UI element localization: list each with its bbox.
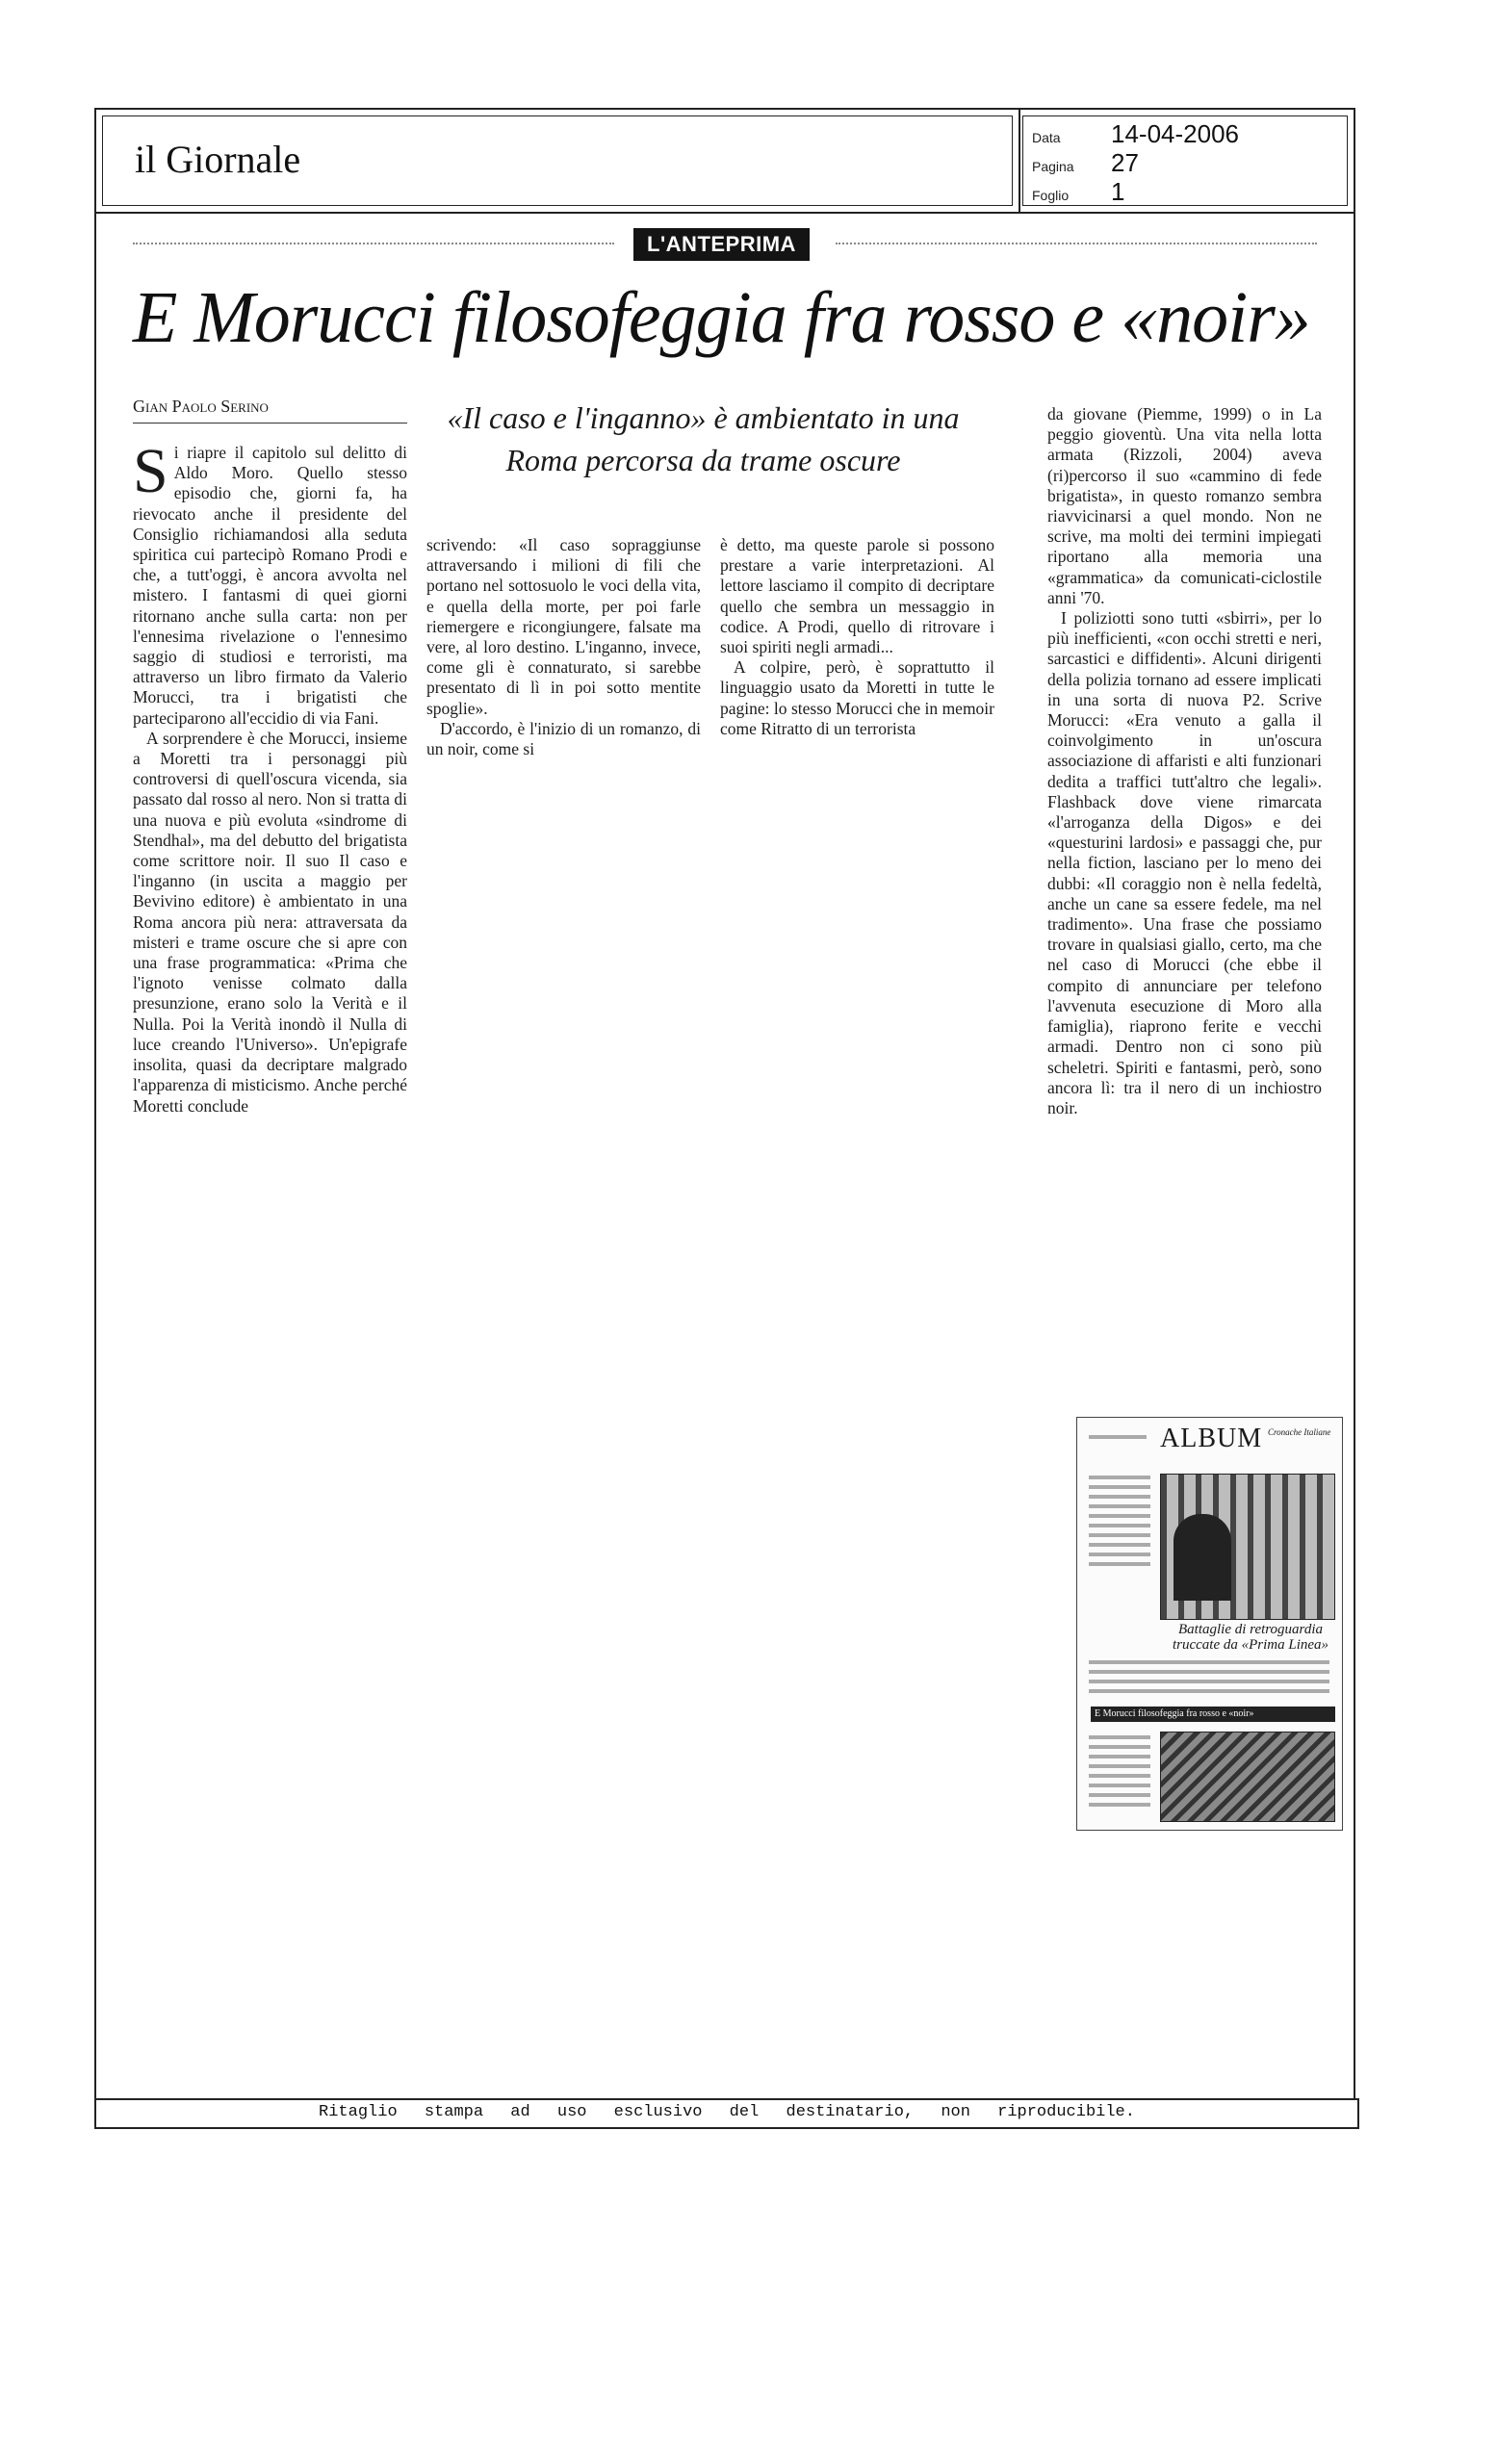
drop-cap: S [133,436,168,506]
thumbnail-band: E Morucci filosofeggia fra rosso e «noir» [1091,1707,1335,1722]
thumbnail-photo-2 [1160,1732,1335,1822]
paragraph: scrivendo: «Il caso sopraggiunse attraversando i milioni di fili che portano nel sottosuolo le voci della vita, e quella della morte, per poi farle riemergere e ricongiungere, falsate ma vere, al loro destino. L'inganno, invece, come gli è connaturato, si sarebbe presentato di lì in poi sotto mentite spoglie». [426,535,701,718]
paragraph: Si riapre il capitolo sul delitto di Aldo Moro. Quello stesso episodio che, giorni fa, ha rievocato anche il presidente del Consiglio richiamandosi alla seduta spiritica cui partecipò Romano Prodi e che, a tutt'oggi, è ancora avvolta nel mistero. I fantasmi di quei giorni ritornano anche sulla carta: non per l'ennesima rivelazione o l'ennesimo saggio di studiosi e terroristi, ma attraverso un libro firmato da Valerio Morucci, tra i brigatisti che parteciparono all'eccidio di via Fani. [133,436,407,728]
article-column-1 [133,436,407,1116]
page-thumbnail [1076,1417,1343,1831]
thumbnail-caption: Battaglie di retroguardia truccate da «Prima Linea» [1172,1622,1329,1653]
dotted-rule-left [133,243,614,244]
article-column-2 [426,535,701,759]
section-kicker: L'ANTEPRIMA [633,228,810,261]
paragraph: D'accordo, è l'inizio di un romanzo, di un noir, come si [426,718,701,759]
article-subheadline: «Il caso e l'inganno» è ambientato in una Roma percorsa da trame oscure [447,400,960,477]
thumbnail-figure [1174,1514,1231,1601]
thumbnail-title: ALBUM [1160,1424,1263,1453]
meta-date: Data 14-04-2006 [1032,119,1239,148]
clipping-header [94,108,1355,216]
dotted-rule-right [836,243,1317,244]
paragraph: da giovane (Piemme, 1999) o in La peggio gioventù. Una vita nella lotta armata (Rizzoli, 2004) aveva (ri)percorso il suo «cammino di fede brigatista», in questo romanzo sembra riavvicinarsi a quel mondo. Non ne scrive, ma molti dei termini impiegati riportano alla memoria una «grammatica» da comunicati-ciclostile anni '70. [1047,404,1322,607]
article-column-4 [1047,404,1322,1118]
thumbnail-subtitle: Cronache Italiane [1268,1427,1331,1437]
paragraph: A colpire, però, è soprattutto il linguaggio usato da Moretti in tutte le pagine: lo stesso Morucci che in memoir come Ritratto di un terrorista [720,657,994,738]
article-headline: E Morucci filosofeggia fra rosso e «noir» [133,277,1310,358]
paragraph: A sorprendere è che Morucci, insieme a Moretti tra i personaggi più controversi di quell'oscura vicenda, sia passato dal rosso al nero. Non si tratta di una nuova e più evoluta «sindrome di Stendhal», ma del debutto del brigatista come scrittore noir. Il suo Il caso e l'inganno (in uscita a maggio per Bevivino editore) è ambientato in una Roma ancora più nera: attraversata da misteri e trame oscure che si apre con una frase programmatica: «Prima che l'ignoto venisse colmato dalla presunzione, erano solo la Verità e il Nulla. Poi la Verità inondò il Nulla di luce creando l'Universo». Un'epigrafe insolita, quasi da decriptare malgrado l'apparenza di misticismo. Anche perché Moretti conclude [133,728,407,1116]
meta-page: Pagina 27 [1032,148,1139,177]
article-column-3 [720,535,994,739]
newspaper-masthead: il Giornale [135,138,301,181]
byline: Gian Paolo Serino [133,397,407,424]
paragraph: I poliziotti sono tutti «sbirri», per lo più inefficienti, «con occhi stretti e neri, sarcastici e diffidenti». Alcuni dirigenti della polizia tornano ad essere implicati in una sorta di nuova P2. Scrive Morucci: «Era venuto a galla il coinvolgimento in un'oscura associazione di affaristi e alti funzionari dedita a traffici tutt'altro che legali». Flashback dove viene rimarcata «l'arroganza della Digos» e dei «questurini lardosi» e passaggi che, pur nella fiction, lasciano per lo meno dei dubbi: «Il coraggio non è nella fedeltà, anche un cane sa essere fedele, ma nel tradimento». Una frase che possiamo trovare in qualsiasi giallo, certo, ma che nel caso di Morucci (che ebbe il compito di annunciare per telefono l'avvenuta esecuzione di Moro alla famiglia), riaprono ferite e vecchi armadi. Dentro non ci sono più scheletri. Spiriti e fantasmi, però, sono ancora lì: tra il nero di un inchiostro noir. [1047,608,1322,1117]
press-clipping [94,108,1355,2121]
paragraph: è detto, ma queste parole si possono prestare a varie interpretazioni. Al lettore lasciamo il compito di decriptare quello che sembra un messaggio in codice. A Prodi, quello di ritrovare i suoi spiriti negli armadi... [720,535,994,657]
masthead-box [94,108,1020,214]
clipping-footer: Ritaglio stampa ad uso esclusivo del destinatario, non riproducibile. [94,2098,1359,2129]
meta-sheet: Foglio 1 [1032,177,1125,206]
meta-box [1017,108,1355,214]
